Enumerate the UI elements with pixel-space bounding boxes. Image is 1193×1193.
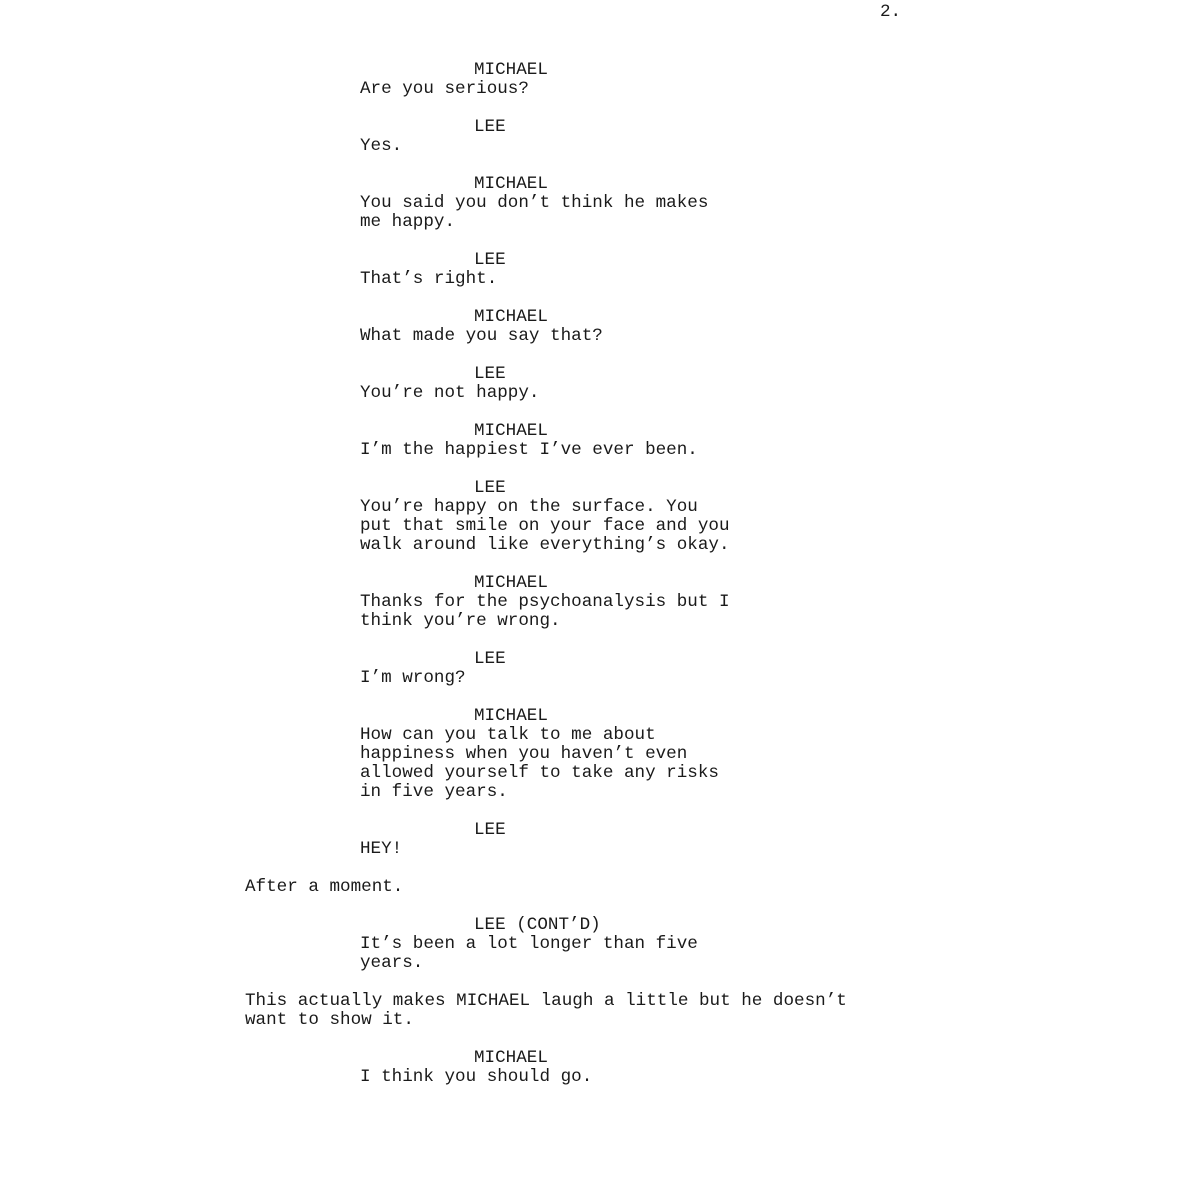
dialogue-line: What made you say that? — [360, 326, 603, 346]
dialogue-line: put that smile on your face and you — [360, 516, 730, 536]
action-block — [0, 878, 1193, 897]
dialogue-line: happiness when you haven’t even — [360, 744, 688, 764]
character-name: MICHAEL — [474, 421, 548, 441]
dialogue-line: You said you don’t think he makes — [360, 193, 709, 213]
character-name: MICHAEL — [474, 174, 548, 194]
dialogue-line: I’m the happiest I’ve ever been. — [360, 440, 698, 460]
dialogue-line: Are you serious? — [360, 79, 529, 99]
dialogue-block — [0, 365, 1193, 403]
character-name: LEE — [474, 117, 506, 137]
dialogue-block — [0, 118, 1193, 156]
action-block — [0, 992, 1193, 1030]
dialogue-line: HEY! — [360, 839, 403, 859]
character-name: MICHAEL — [474, 307, 548, 327]
dialogue-line: me happy. — [360, 212, 456, 232]
dialogue-block — [0, 61, 1193, 99]
dialogue-line: allowed yourself to take any risks — [360, 763, 719, 783]
dialogue-line: You’re happy on the surface. You — [360, 497, 698, 517]
page-number: 2. — [880, 2, 902, 22]
dialogue-line: How can you talk to me about — [360, 725, 656, 745]
character-name: LEE — [474, 649, 506, 669]
dialogue-block — [0, 574, 1193, 631]
dialogue-line: You’re not happy. — [360, 383, 540, 403]
script-body — [0, 61, 1193, 1106]
action-line: After a moment. — [245, 877, 404, 897]
character-name: LEE (CONT’D) — [474, 915, 601, 935]
dialogue-line: Thanks for the psychoanalysis but I — [360, 592, 730, 612]
character-name: LEE — [474, 364, 506, 384]
dialogue-block — [0, 707, 1193, 802]
dialogue-block — [0, 916, 1193, 973]
dialogue-line: in five years. — [360, 782, 508, 802]
dialogue-block — [0, 821, 1193, 859]
action-line: This actually makes MICHAEL laugh a little but he doesn’t — [245, 991, 847, 1011]
dialogue-line: Yes. — [360, 136, 403, 156]
dialogue-line: It’s been a lot longer than five — [360, 934, 698, 954]
dialogue-line: walk around like everything’s okay. — [360, 535, 730, 555]
character-name: LEE — [474, 250, 506, 270]
dialogue-block — [0, 650, 1193, 688]
dialogue-block — [0, 422, 1193, 460]
character-name: MICHAEL — [474, 60, 548, 80]
dialogue-line: I think you should go. — [360, 1067, 593, 1087]
character-name: LEE — [474, 820, 506, 840]
dialogue-block — [0, 1049, 1193, 1087]
dialogue-block — [0, 175, 1193, 232]
character-name: MICHAEL — [474, 706, 548, 726]
dialogue-line: think you’re wrong. — [360, 611, 561, 631]
action-line: want to show it. — [245, 1010, 414, 1030]
character-name: MICHAEL — [474, 1048, 548, 1068]
dialogue-block — [0, 251, 1193, 289]
character-name: MICHAEL — [474, 573, 548, 593]
character-name: LEE — [474, 478, 506, 498]
dialogue-line: years. — [360, 953, 424, 973]
dialogue-block — [0, 479, 1193, 555]
dialogue-block — [0, 308, 1193, 346]
dialogue-line: I’m wrong? — [360, 668, 466, 688]
dialogue-line: That’s right. — [360, 269, 498, 289]
